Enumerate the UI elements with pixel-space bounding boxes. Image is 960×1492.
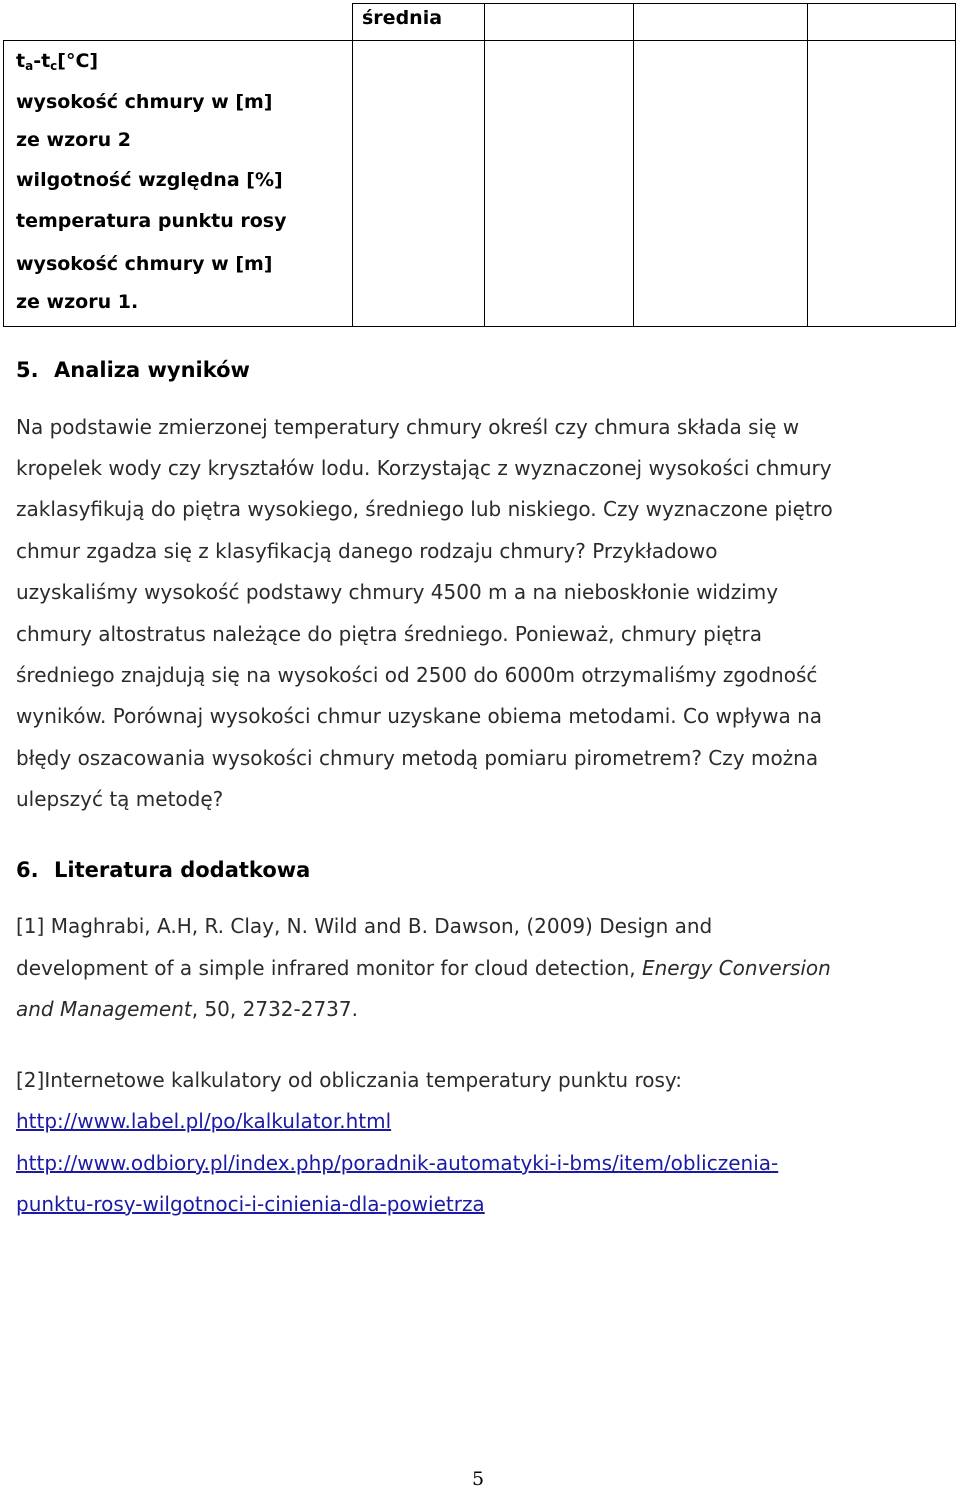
table-row-label: temperatura punktu rosy — [16, 210, 287, 232]
table-row-label: ze wzoru 2 — [16, 129, 131, 151]
table-row-label: ze wzoru 1. — [16, 291, 139, 313]
link-odbiory[interactable]: http://www.odbiory.pl/index.php/poradnik-automatyki-i-bms/item/obliczenia- — [16, 1151, 779, 1175]
paragraph-line: chmury altostratus należące do piętra średniego. Ponieważ, chmury piętra — [16, 622, 763, 646]
paragraph-line: błędy oszacowania wysokości chmury metodą pomiaru pirometrem? Czy można — [16, 746, 819, 770]
table-row-label: wysokość chmury w [m] — [16, 91, 273, 113]
reference-line: development of a simple infrared monitor for cloud detection, Energy Conversion — [16, 956, 831, 980]
reference-line: [1] Maghrabi, A.H, R. Clay, N. Wild and B. Dawson, (2009) Design and — [16, 914, 713, 938]
table-row-temp-diff: $t_a-t_c[^\circ C]$ — [16, 50, 99, 73]
paragraph-line: ulepszyć tą metodę? — [16, 787, 224, 811]
paragraph-line: zaklasyfikują do piętra wysokiego, średniego lub niskiego. Czy wyznaczone piętro — [16, 497, 833, 521]
table-header-average: średnia — [362, 7, 443, 29]
table-row-label: wysokość chmury w [m] — [16, 253, 273, 275]
reference-line: and Management, 50, 2732-2737. — [16, 997, 358, 1021]
reference-line: [2]Internetowe kalkulatory od obliczania temperatury punktu rosy: — [16, 1068, 683, 1092]
paragraph-line: kropelek wody czy kryształów lodu. Korzystając z wyznaczonej wysokości chmury — [16, 456, 832, 480]
paragraph-line: uzyskaliśmy wysokość podstawy chmury 4500 m a na nieboskłonie widzimy — [16, 580, 779, 604]
paragraph-line: Na podstawie zmierzonej temperatury chmury określ czy chmura składa się w — [16, 415, 800, 439]
link-odbiory-continued[interactable]: punktu-rosy-wilgotnoci-i-cinienia-dla-powietrza — [16, 1192, 485, 1216]
page-number: 5 — [472, 1468, 485, 1490]
paragraph-line: wyników. Porównaj wysokości chmur uzyskane obiema metodami. Co wpływa na — [16, 704, 823, 728]
table-row-label: wilgotność względna [%] — [16, 169, 283, 191]
paragraph-line: chmur zgadza się z klasyfikacją danego rodzaju chmury? Przykładowo — [16, 539, 718, 563]
link-label-calculator[interactable]: http://www.label.pl/po/kalkulator.html — [16, 1109, 392, 1133]
section-heading-literature: 6. Literatura dodatkowa — [16, 858, 311, 882]
paragraph-line: średniego znajdują się na wysokości od 2500 do 6000m otrzymaliśmy zgodność — [16, 663, 818, 687]
section-heading-analysis: 5. Analiza wyników — [16, 358, 250, 382]
